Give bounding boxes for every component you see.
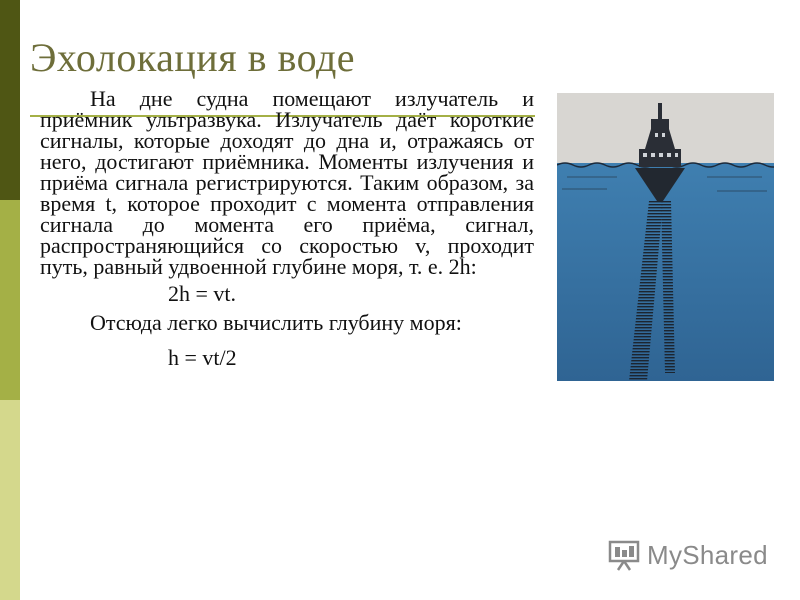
slide-body: [40, 88, 534, 374]
formula-2h: 2h = vt.: [168, 281, 237, 306]
myshared-watermark: [607, 537, 768, 573]
presentation-board-icon: [607, 538, 641, 572]
slide-title: Эхолокация в воде: [30, 35, 356, 80]
echo-sounder-illustration: [557, 93, 774, 381]
accent-bar-bottom: [0, 400, 20, 600]
paragraph-depth: Отсюда легко вычислить глубину моря:: [90, 310, 462, 335]
watermark-text: MyShared: [647, 539, 768, 570]
formula-h: h = vt/2: [168, 345, 237, 370]
paragraph-echo-principle: На дне судна помещают излучатель и приёмник ультразвука. Излучатель даёт короткие сигналы, которые доходят до дна и, отражаясь от него, достигают приёмника. Моменты излучения и приёма сигнала регистрируются. Таким образом, за время t, которое проходит с момента отправления сигнала до момента его приёма, сигнал, распространяющийся со скоростью v, проходит путь, равный удвоенной глубине моря, т. е. 2h:: [40, 86, 534, 279]
accent-bar-top: [0, 0, 20, 200]
accent-bar-middle: [0, 200, 20, 400]
ship-echo-sounder-icon: [557, 93, 774, 381]
